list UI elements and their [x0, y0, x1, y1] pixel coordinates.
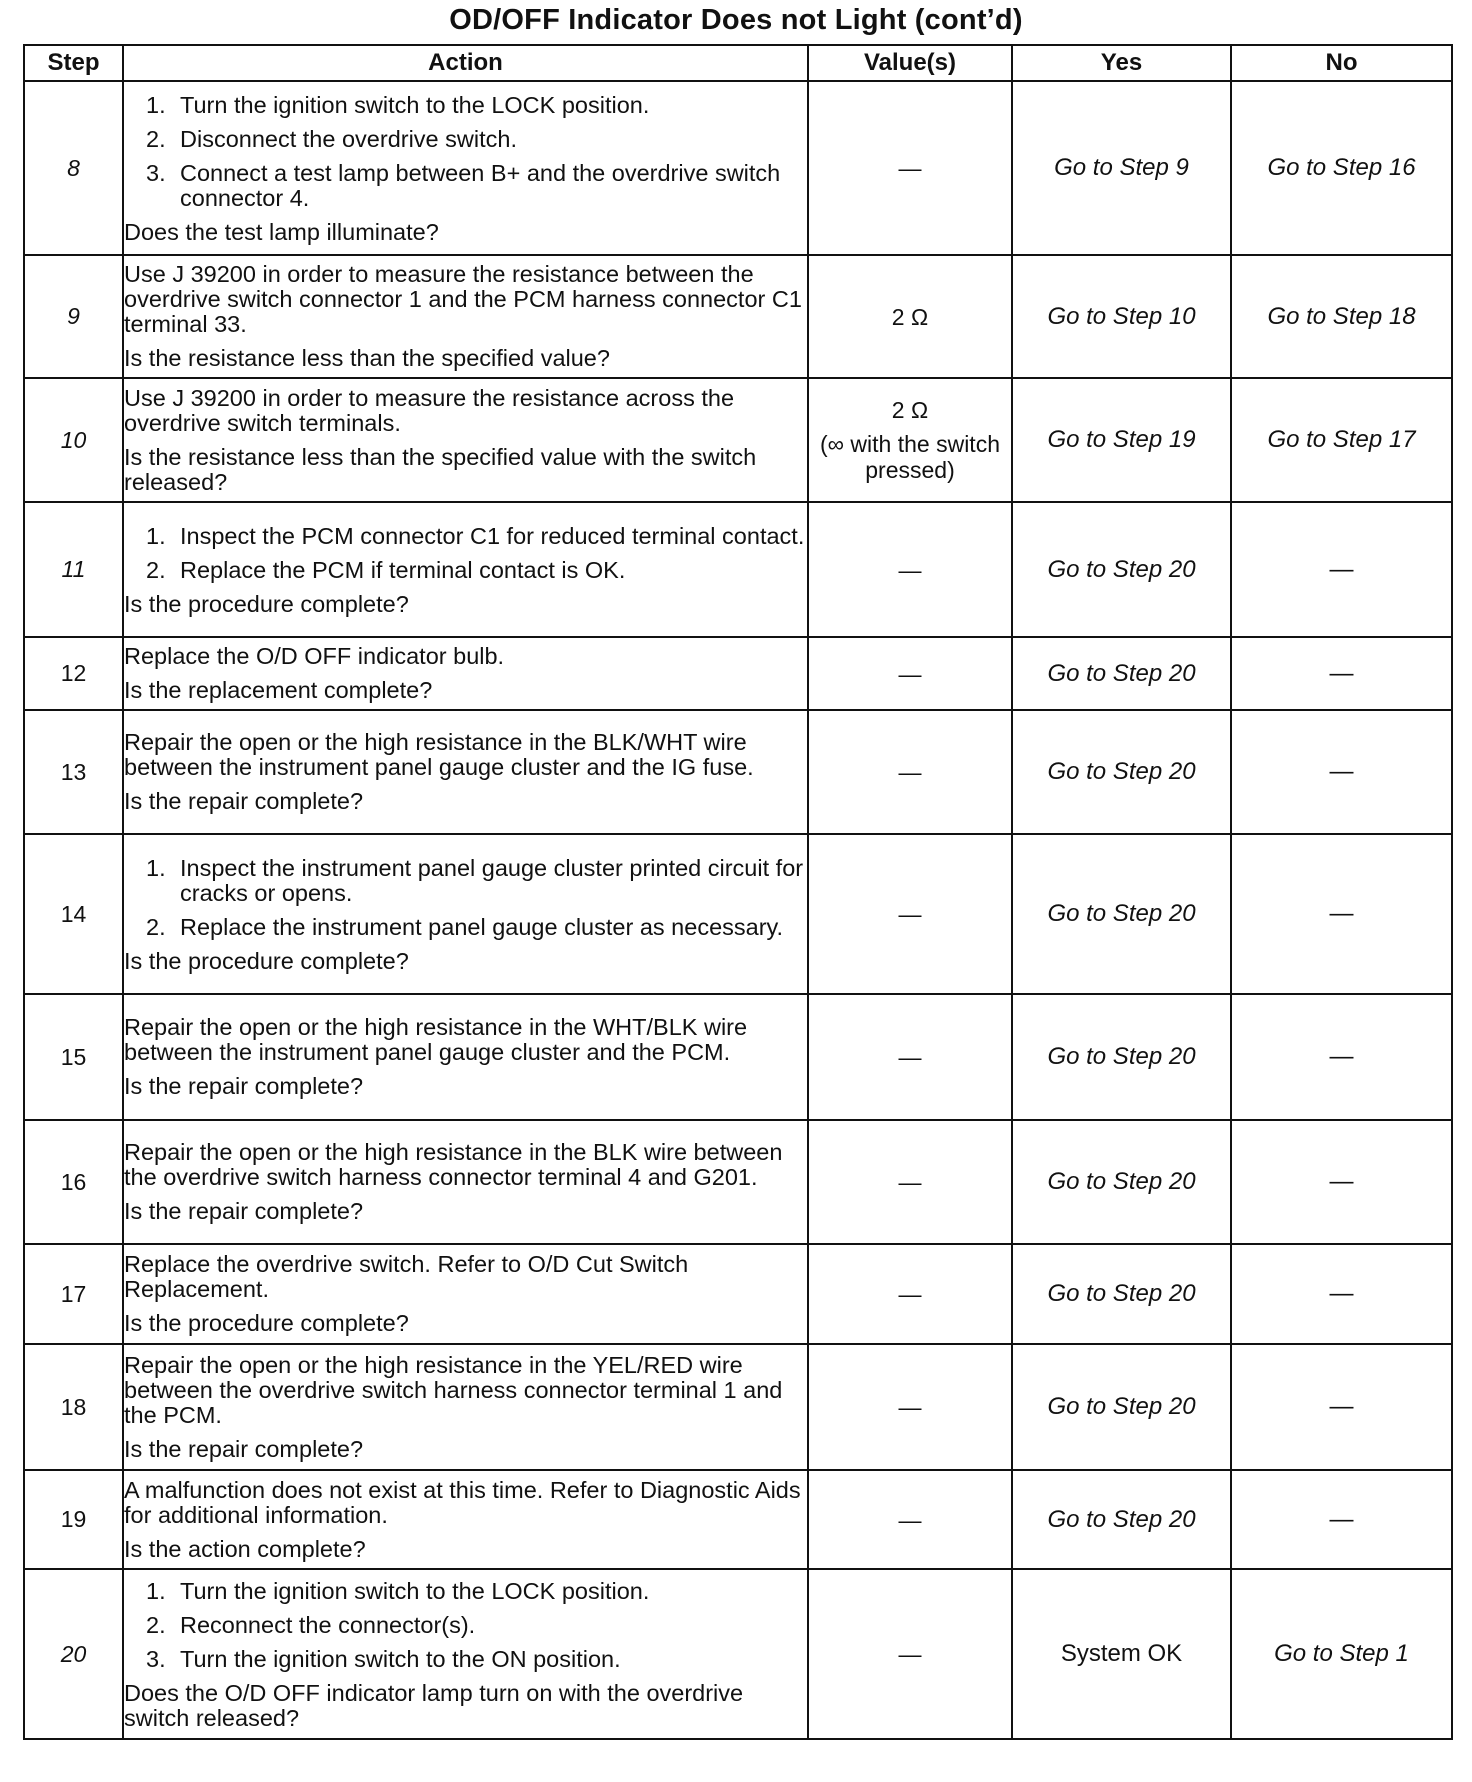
action-list-item: 2. Disconnect the overdrive switch.: [146, 126, 517, 152]
table-row: [24, 1244, 1452, 1344]
step-number: 11: [24, 502, 123, 637]
action-list-item: 1. Turn the ignition switch to the LOCK position.: [146, 92, 650, 118]
action-list-item: 1. Turn the ignition switch to the LOCK position.: [146, 1578, 650, 1604]
header-action: Action: [123, 45, 808, 81]
yes-result: Go to Step 20: [1012, 710, 1231, 834]
action-cell: [123, 1120, 808, 1244]
no-result: —: [1231, 1344, 1452, 1470]
action-list-item: 1. Inspect the PCM connector C1 for reduced terminal contact.: [146, 523, 805, 549]
action-text: Replace the O/D OFF indicator bulb.: [124, 643, 505, 669]
action-cell: [123, 1244, 808, 1344]
action-question: Is the replacement complete?: [124, 677, 433, 703]
value-cell: [808, 378, 1012, 502]
step-number: 20: [24, 1569, 123, 1739]
action-text: Use J 39200 in order to measure the resistance across the overdrive switch terminals.: [124, 384, 735, 436]
page-title: OD/OFF Indicator Does not Light (cont’d): [449, 4, 1023, 36]
action-list-item: 2. Replace the PCM if terminal contact is OK.: [146, 557, 626, 583]
value-cell: —: [808, 1344, 1012, 1470]
action-list: [124, 1579, 807, 1672]
header-no: No: [1231, 45, 1452, 81]
table-row: [24, 255, 1452, 378]
no-result: —: [1231, 637, 1452, 710]
action-text: A malfunction does not exist at this time. Refer to Diagnostic Aids for additional information.: [124, 1476, 801, 1528]
no-result: —: [1231, 1244, 1452, 1344]
no-result: Go to Step 18: [1231, 255, 1452, 378]
value-cell: —: [808, 502, 1012, 637]
no-result: —: [1231, 502, 1452, 637]
step-number: 15: [24, 994, 123, 1120]
action-text: Repair the open or the high resistance in the WHT/BLK wire between the instrument panel gauge cluster and the PCM.: [124, 1014, 748, 1065]
diagnostic-table: [23, 44, 1453, 1740]
action-cell: [123, 834, 808, 994]
action-text: Repair the open or the high resistance in the YEL/RED wire between the overdrive switch harness connector terminal 1 and the PCM.: [124, 1351, 783, 1428]
header-step: Step: [24, 45, 123, 81]
value-cell: —: [808, 994, 1012, 1120]
step-number: 13: [24, 710, 123, 834]
step-number: 18: [24, 1344, 123, 1470]
value-cell: —: [808, 81, 1012, 255]
action-question: Is the procedure complete?: [124, 948, 409, 974]
action-question: Is the action complete?: [124, 1535, 366, 1562]
yes-result: Go to Step 9: [1012, 81, 1231, 255]
value-cell: —: [808, 1120, 1012, 1244]
action-text: Repair the open or the high resistance in the BLK wire between the overdrive switch harness connector terminal 4 and G201.: [124, 1139, 783, 1190]
value-cell: —: [808, 637, 1012, 710]
step-number: 9: [24, 255, 123, 378]
value-cell: —: [808, 710, 1012, 834]
action-list: [124, 524, 807, 583]
yes-result: Go to Step 19: [1012, 378, 1231, 502]
yes-result: Go to Step 20: [1012, 637, 1231, 710]
no-result: —: [1231, 710, 1452, 834]
action-list-item: 3. Turn the ignition switch to the ON position.: [146, 1646, 621, 1672]
action-question: Is the repair complete?: [124, 1073, 364, 1099]
action-cell: [123, 637, 808, 710]
yes-result: Go to Step 20: [1012, 1244, 1231, 1344]
action-question: Is the repair complete?: [124, 1198, 364, 1224]
header-row: [24, 45, 1452, 81]
yes-result: Go to Step 20: [1012, 502, 1231, 637]
table-row: [24, 994, 1452, 1120]
table-row: [24, 1470, 1452, 1569]
action-question: Does the O/D OFF indicator lamp turn on with the overdrive switch released?: [124, 1680, 744, 1731]
table-row: [24, 81, 1452, 255]
value-primary: 2 Ω: [891, 397, 929, 423]
yes-result: Go to Step 20: [1012, 1344, 1231, 1470]
action-text: Repair the open or the high resistance in the BLK/WHT wire between the instrument panel gauge cluster and the IG fuse.: [124, 729, 754, 780]
action-text: Use J 39200 in order to measure the resistance between the overdrive switch connector 1 and the PCM harness connector C1 terminal 33.: [124, 261, 802, 337]
step-number: 19: [24, 1470, 123, 1569]
action-cell: [123, 502, 808, 637]
action-question: Is the procedure complete?: [124, 1310, 409, 1336]
value-cell: —: [808, 834, 1012, 994]
action-question: Does the test lamp illuminate?: [124, 219, 439, 245]
value-note: (∞ with the switch pressed): [819, 431, 1000, 483]
action-cell: [123, 255, 808, 378]
step-number: 10: [24, 378, 123, 502]
step-number: 14: [24, 834, 123, 994]
yes-result: Go to Step 20: [1012, 1470, 1231, 1569]
action-list: [124, 93, 807, 211]
action-cell: [123, 710, 808, 834]
no-result: —: [1231, 834, 1452, 994]
value-cell: —: [808, 1470, 1012, 1569]
yes-result: Go to Step 20: [1012, 834, 1231, 994]
action-text: Replace the overdrive switch. Refer to O/D Cut Switch Replacement.: [124, 1251, 689, 1302]
no-result: —: [1231, 1470, 1452, 1569]
header-yes: Yes: [1012, 45, 1231, 81]
yes-result: Go to Step 10: [1012, 255, 1231, 378]
yes-result: Go to Step 20: [1012, 994, 1231, 1120]
action-cell: [123, 994, 808, 1120]
action-question: Is the resistance less than the specified value?: [124, 345, 610, 371]
action-list-item: 2. Reconnect the connector(s).: [146, 1612, 476, 1638]
value-cell: 2 Ω: [808, 255, 1012, 378]
yes-result: Go to Step 20: [1012, 1120, 1231, 1244]
no-result: Go to Step 16: [1231, 81, 1452, 255]
table-row: [24, 502, 1452, 637]
step-number: 12: [24, 637, 123, 710]
table-row: [24, 834, 1452, 994]
table-row: [24, 378, 1452, 502]
action-cell: [123, 1344, 808, 1470]
table-row: [24, 1344, 1452, 1470]
action-question: Is the procedure complete?: [124, 591, 409, 617]
no-result: —: [1231, 1120, 1452, 1244]
action-cell: [123, 1569, 808, 1739]
no-result: —: [1231, 994, 1452, 1120]
action-cell: [123, 81, 808, 255]
step-number: 17: [24, 1244, 123, 1344]
action-cell: [123, 1470, 808, 1569]
action-list-item: 1. Inspect the instrument panel gauge cluster printed circuit for cracks or opens.: [146, 855, 804, 906]
value-cell: —: [808, 1244, 1012, 1344]
action-cell: [123, 378, 808, 502]
action-question: Is the resistance less than the specified value with the switch released?: [124, 443, 757, 495]
table-row: [24, 1569, 1452, 1739]
action-question: Is the repair complete?: [124, 788, 364, 814]
action-list-item: 2. Replace the instrument panel gauge cluster as necessary.: [146, 914, 784, 940]
value-cell: —: [808, 1569, 1012, 1739]
yes-result: System OK: [1012, 1569, 1231, 1739]
no-result: Go to Step 1: [1231, 1569, 1452, 1739]
action-question: Is the repair complete?: [124, 1435, 364, 1462]
action-list: [124, 856, 807, 940]
table-row: [24, 710, 1452, 834]
table-row: [24, 637, 1452, 710]
header-value: Value(s): [808, 45, 1012, 81]
action-list-item: 3. Connect a test lamp between B+ and the overdrive switch connector 4.: [146, 160, 781, 211]
table-row: [24, 1120, 1452, 1244]
step-number: 16: [24, 1120, 123, 1244]
step-number: 8: [24, 81, 123, 255]
no-result: Go to Step 17: [1231, 378, 1452, 502]
